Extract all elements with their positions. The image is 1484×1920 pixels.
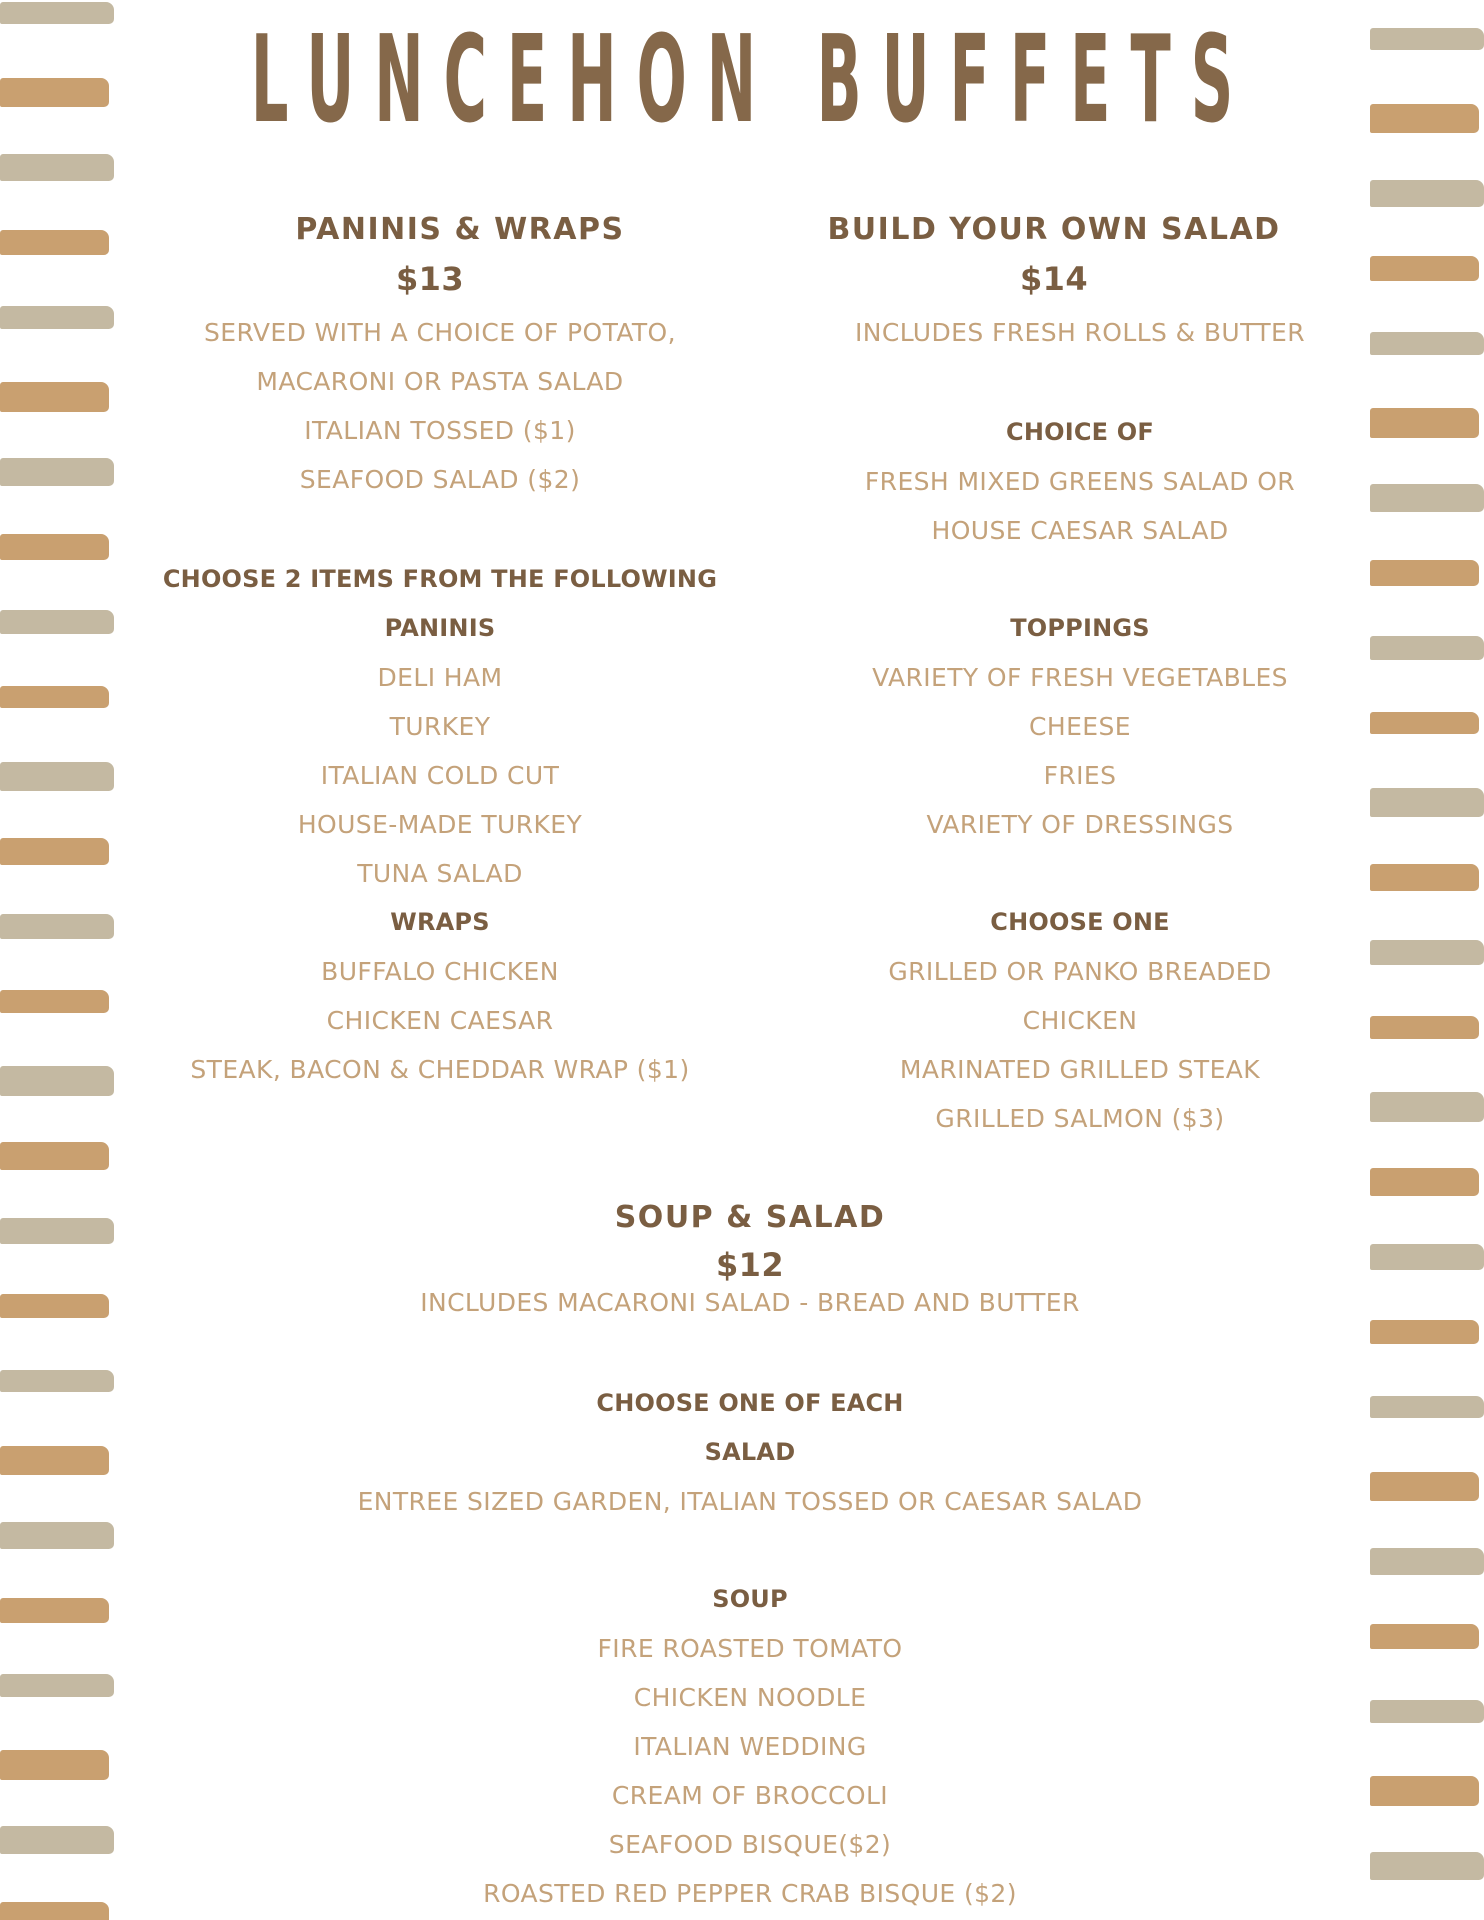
decorative-stripe [1370, 180, 1484, 207]
paninis-label: PANINIS [384, 614, 496, 642]
decorative-stripe [1370, 28, 1484, 50]
protein-item: GRILLED SALMON ($3) [935, 1104, 1225, 1133]
wrap-item: BUFFALO CHICKEN [321, 957, 559, 986]
decorative-stripe [1370, 636, 1484, 660]
decorative-stripe [0, 458, 114, 486]
decorative-stripe [0, 1598, 109, 1623]
soup-salad-section [114, 0, 1370, 1920]
toppings-label: TOPPINGS [1010, 614, 1150, 642]
wrap-item: STEAK, BACON & CHEDDAR WRAP ($1) [190, 1055, 690, 1084]
protein-item: CHICKEN [1022, 1006, 1138, 1035]
served-line: SERVED WITH A CHOICE OF POTATO, [204, 318, 676, 347]
decorative-stripe [1370, 788, 1484, 817]
wraps-label: WRAPS [390, 908, 490, 936]
choose-one-label: CHOOSE ONE [990, 908, 1170, 936]
topping-item: CHEESE [1029, 712, 1131, 741]
decorative-stripe [0, 382, 109, 412]
topping-item: FRIES [1043, 761, 1117, 790]
decorative-stripe [0, 78, 109, 107]
decorative-stripe [0, 1218, 114, 1244]
served-line: SEAFOOD SALAD ($2) [299, 465, 581, 494]
decorative-stripe [0, 1446, 109, 1475]
build-salad-price: $14 [1020, 260, 1088, 298]
soup-item: ITALIAN WEDDING [633, 1732, 867, 1761]
protein-item: MARINATED GRILLED STEAK [899, 1055, 1261, 1084]
right-stripe-border [1370, 0, 1484, 1920]
choose-two-label: CHOOSE 2 ITEMS FROM THE FOLLOWING [162, 565, 718, 593]
soup-item: SEAFOOD BISQUE($2) [608, 1830, 892, 1859]
choose-one-of-each-label: CHOOSE ONE OF EACH [596, 1389, 904, 1417]
decorative-stripe [0, 1674, 114, 1697]
decorative-stripe [1370, 560, 1479, 586]
decorative-stripe [1370, 1320, 1479, 1344]
topping-item: VARIETY OF FRESH VEGETABLES [872, 663, 1288, 692]
soup-salad-heading: SOUP & SALAD [614, 1200, 886, 1235]
soup-salad-includes: INCLUDES MACARONI SALAD - BREAD AND BUTTER [420, 1288, 1080, 1317]
soup-item: CHICKEN NOODLE [633, 1683, 867, 1712]
choice-of-label: CHOICE OF [1006, 418, 1154, 446]
left-stripe-border [0, 0, 114, 1920]
decorative-stripe [0, 306, 114, 329]
decorative-stripe [1370, 1092, 1484, 1122]
decorative-stripe [0, 762, 114, 791]
decorative-stripe [0, 1066, 114, 1096]
protein-item: GRILLED OR PANKO BREADED [888, 957, 1272, 986]
served-line: MACARONI OR PASTA SALAD [256, 367, 624, 396]
build-salad-heading: BUILD YOUR OWN SALAD [827, 212, 1281, 247]
decorative-stripe [0, 1370, 114, 1392]
decorative-stripe [1370, 1244, 1484, 1270]
decorative-stripe [1370, 484, 1484, 512]
soup-item: ROASTED RED PEPPER CRAB BISQUE ($2) [483, 1879, 1017, 1908]
decorative-stripe [1370, 408, 1479, 438]
decorative-stripe [1370, 940, 1484, 965]
decorative-stripe [0, 838, 109, 865]
decorative-stripe [0, 1294, 109, 1318]
panini-item: TURKEY [389, 712, 491, 741]
decorative-stripe [1370, 1624, 1479, 1649]
decorative-stripe [0, 534, 109, 560]
paninis-wraps-heading: PANINIS & WRAPS [295, 212, 625, 247]
panini-item: DELI HAM [377, 663, 503, 692]
panini-item: TUNA SALAD [357, 859, 523, 888]
decorative-stripe [0, 990, 109, 1013]
soup-salad-price: $12 [716, 1246, 784, 1284]
topping-item: VARIETY OF DRESSINGS [926, 810, 1234, 839]
decorative-stripe [0, 230, 109, 255]
salad-label: SALAD [704, 1438, 796, 1466]
wrap-item: CHICKEN CAESAR [326, 1006, 554, 1035]
decorative-stripe [1370, 712, 1479, 734]
decorative-stripe [0, 2, 114, 24]
decorative-stripe [0, 1902, 109, 1920]
choice-item: FRESH MIXED GREENS SALAD OR [864, 467, 1296, 496]
salad-options: ENTREE SIZED GARDEN, ITALIAN TOSSED OR CAESAR SALAD [357, 1487, 1143, 1516]
decorative-stripe [1370, 1472, 1479, 1501]
decorative-stripe [1370, 1852, 1484, 1880]
decorative-stripe [0, 1142, 109, 1170]
decorative-stripe [0, 1750, 109, 1780]
decorative-stripe [1370, 1700, 1484, 1723]
decorative-stripe [1370, 1548, 1484, 1575]
decorative-stripe [0, 610, 114, 634]
decorative-stripe [1370, 256, 1479, 281]
choice-item: HOUSE CAESAR SALAD [931, 516, 1229, 545]
decorative-stripe [1370, 1168, 1479, 1196]
decorative-stripe [1370, 1016, 1479, 1039]
page-title-text: LUNCEHON BUFFETS [250, 8, 1254, 150]
panini-item: ITALIAN COLD CUT [320, 761, 560, 790]
decorative-stripe [1370, 104, 1479, 133]
soup-item: CREAM OF BROCCOLI [611, 1781, 889, 1810]
decorative-stripe [1370, 864, 1479, 891]
decorative-stripe [1370, 1396, 1484, 1418]
decorative-stripe [1370, 1776, 1479, 1806]
soup-item: FIRE ROASTED TOMATO [597, 1634, 903, 1663]
decorative-stripe [0, 686, 109, 708]
panini-item: HOUSE-MADE TURKEY [297, 810, 583, 839]
decorative-stripe [0, 154, 114, 181]
decorative-stripe [0, 1522, 114, 1549]
paninis-wraps-price: $13 [396, 260, 464, 298]
soup-label: SOUP [712, 1585, 788, 1613]
build-salad-includes: INCLUDES FRESH ROLLS & BUTTER [854, 318, 1305, 347]
decorative-stripe [0, 1826, 114, 1854]
decorative-stripe [1370, 332, 1484, 355]
served-line: ITALIAN TOSSED ($1) [304, 416, 576, 445]
decorative-stripe [0, 914, 114, 939]
